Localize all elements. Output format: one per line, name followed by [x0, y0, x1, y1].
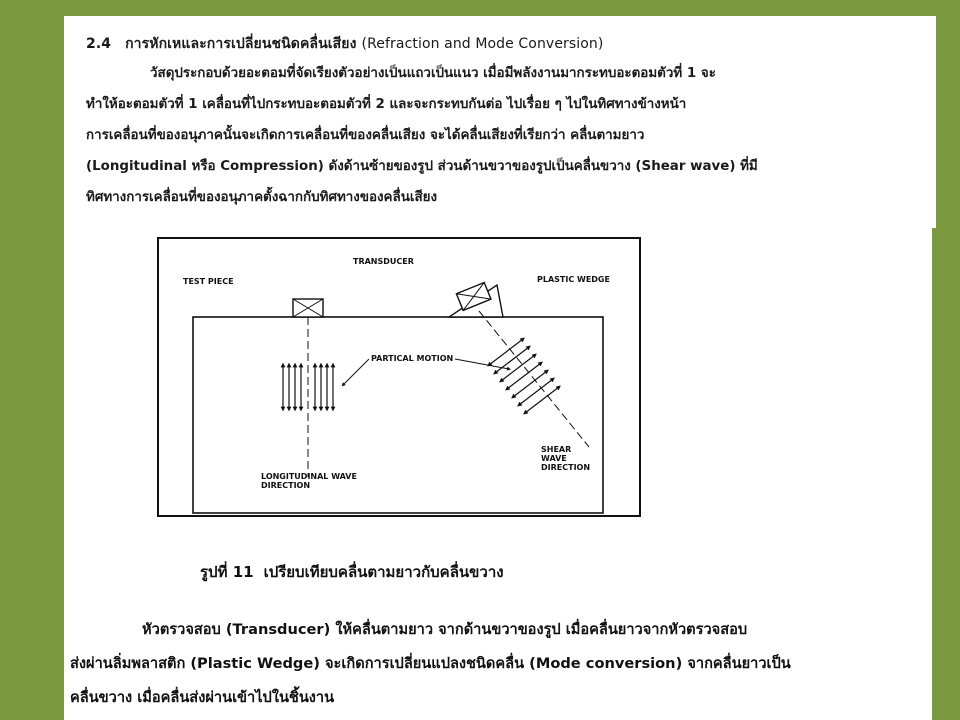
- label-longitudinal-line: LONGITUDINAL WAVE: [261, 472, 357, 481]
- paragraph-1: [86, 58, 886, 213]
- partical-motion-pointer: [343, 359, 369, 385]
- label-plastic-wedge: PLASTIC WEDGE: [537, 275, 610, 284]
- shear-particle-arrows: [489, 339, 559, 413]
- section-title-english: (Refraction and Mode Conversion): [361, 36, 604, 52]
- section-number: 2.4: [86, 36, 112, 52]
- label-shear-line: WAVE: [541, 454, 567, 463]
- partical-motion-pointer: [455, 359, 509, 369]
- label-longitudinal-wave-direction: [261, 472, 357, 490]
- paragraph-line: คลื่นขวาง เมื่อคลื่นส่งผ่านเข้าไปในชิ้นงาน: [70, 689, 335, 706]
- label-transducer: TRANSDUCER: [353, 257, 414, 266]
- plastic-wedge-element: [449, 282, 503, 317]
- label-shear-line: DIRECTION: [541, 463, 591, 472]
- section-heading: [86, 33, 603, 55]
- transducer-element: [293, 299, 323, 317]
- figure-number: รูปที่ 11: [200, 563, 254, 581]
- paragraph-line: ทิศทางการเคลื่อนที่ของอนุภาคตั้งฉากกับทิศทางของคลื่นเสียง: [86, 190, 438, 205]
- figure-caption: [200, 560, 504, 584]
- paragraph-line: การเคลื่อนที่ของอนุภาคนั้นจะเกิดการเคลื่อนที่ของคลื่นเสียง จะได้คลื่นเสียงที่เรียกว่า คลื่นตามยาว: [86, 128, 645, 143]
- paragraph-line: (Longitudinal หรือ Compression) ดังด้านซ้ายของรูป ส่วนด้านขวาของรูปเป็นคลื่นขวาง (Shear wave) ที่มี: [86, 159, 758, 174]
- paragraph-line: ส่งผ่านลิ่มพลาสติก (Plastic Wedge) จะเกิดการเปลี่ยนแปลงชนิดคลื่น (Mode conversion) จากคลื่นยาวเป็น: [70, 655, 791, 672]
- test-piece-block: [193, 317, 603, 513]
- shear-beam-path: [479, 311, 589, 447]
- paragraph-line: ทำให้อะตอมตัวที่ 1 เคลื่อนที่ไปกระทบอะตอมตัวที่ 2 และจะกระทบกันต่อ ไปเรื่อย ๆ ไปในทิศทางข้างหน้า: [86, 97, 687, 112]
- paragraph-line: วัสดุประกอบด้วยอะตอมที่จัดเรียงตัวอย่างเป็นแถวเป็นแนว เมื่อมีพลังงานมากระทบอะตอมตัวที่ 1 จะ: [150, 66, 716, 81]
- label-shear-line: SHEAR: [541, 445, 572, 454]
- figure-caption-text: เปรียบเทียบคลื่นตามยาวกับคลื่นขวาง: [263, 563, 504, 581]
- label-shear-wave-direction: [541, 445, 590, 472]
- paragraph-line: หัวตรวจสอบ (Transducer) ให้คลื่นตามยาว จากด้านขวาของรูป เมื่อคลื่นยาวจากหัวตรวจสอบ: [142, 621, 748, 638]
- label-test-piece: TEST PIECE: [183, 277, 234, 286]
- wave-diagram-figure: [157, 237, 641, 517]
- paragraph-2: [70, 613, 930, 715]
- section-title-thai: การหักเหและการเปลี่ยนชนิดคลื่นเสียง: [125, 36, 357, 52]
- label-partical-motion: PARTICAL MOTION: [371, 354, 454, 363]
- label-longitudinal-line: DIRECTION: [261, 481, 311, 490]
